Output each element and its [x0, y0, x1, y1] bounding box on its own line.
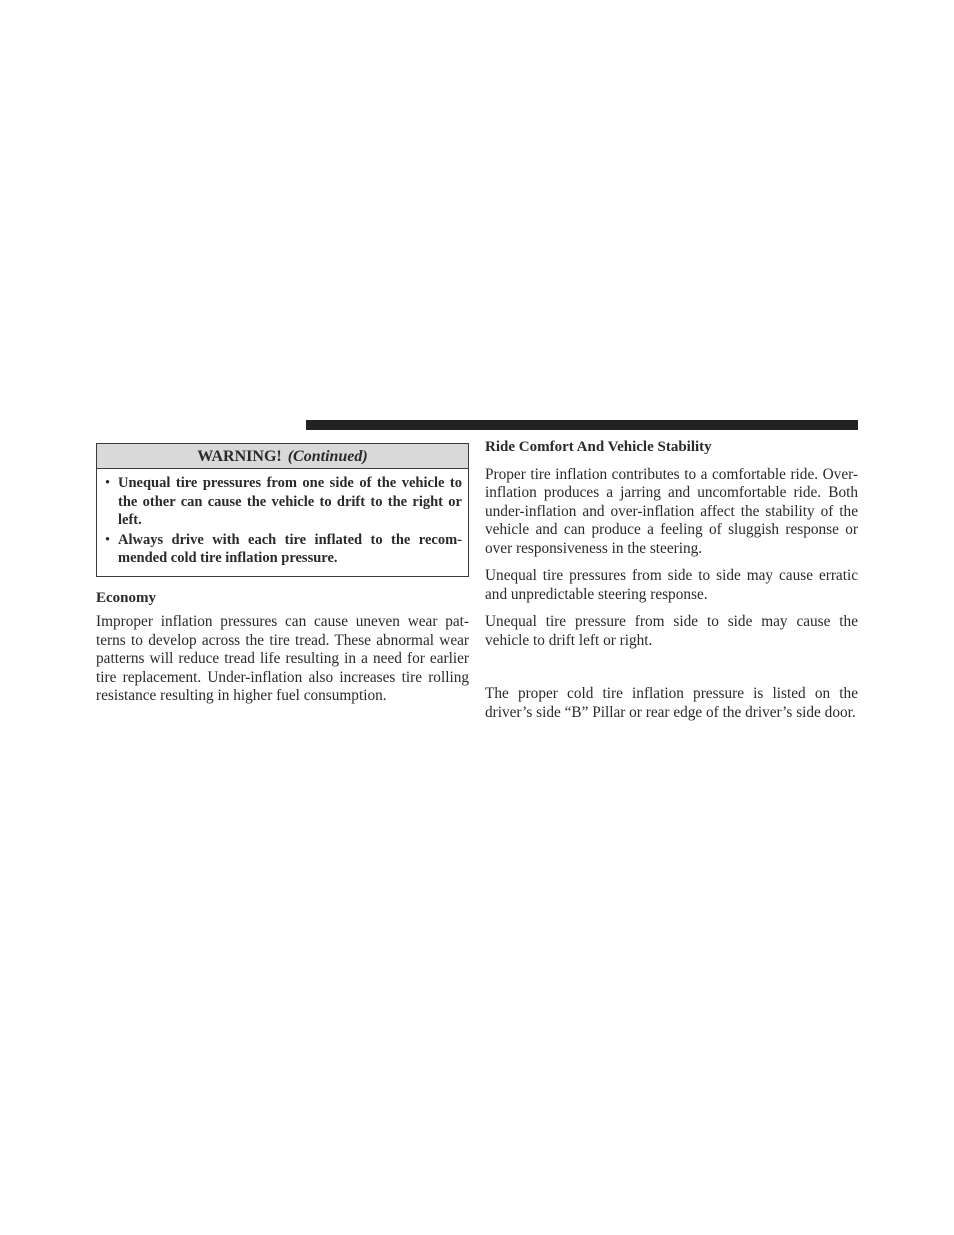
ride-paragraph-2: Unequal tire pressures from side to side may cause erratic and unpredictable steering response.	[485, 567, 858, 603]
warning-box	[96, 443, 469, 577]
warning-list	[97, 469, 468, 576]
ride-paragraph-3: Unequal tire pressure from side to side may cause the vehicle to drift left or right.	[485, 613, 858, 649]
cold-pressure-paragraph: The proper cold tire inflation pressure is listed on the driver’s side “B” Pillar or rear edge of the driver’s side door.	[485, 685, 858, 721]
warning-item: • Unequal tire pressures from one side of the vehicle to the other can cause the vehicle to drift to the right or left.	[105, 474, 462, 530]
section-gap	[485, 659, 858, 685]
warning-label: WARNING!	[197, 448, 282, 465]
left-column	[96, 443, 469, 715]
economy-paragraph: Improper inflation pressures can cause uneven wear pat-terns to develop across the tire tread. These abnormal wear patterns will reduce tread life resulting in a need for earlier tire replacement. Under-inflation also increases tire rolling resistance resulting in higher fuel consumption.	[96, 613, 469, 704]
ride-paragraph-1: Proper tire inflation contributes to a comfortable ride. Over-inflation produces a jarring and uncomfortable ride. Both under-inflation and over-inflation affect the stability of the vehicle and can produce a feeling of sluggish response or over responsiveness in the steering.	[485, 465, 858, 557]
warning-header	[97, 444, 468, 469]
economy-heading: Economy	[96, 589, 156, 606]
ride-comfort-heading: Ride Comfort And Vehicle Stability	[485, 439, 712, 455]
header-rule	[306, 420, 858, 430]
right-column	[485, 438, 858, 731]
warning-continued: (Continued)	[287, 448, 368, 465]
warning-item: • Always drive with each tire inflated to the recom-mended cold tire inflation pressure.	[105, 531, 462, 568]
